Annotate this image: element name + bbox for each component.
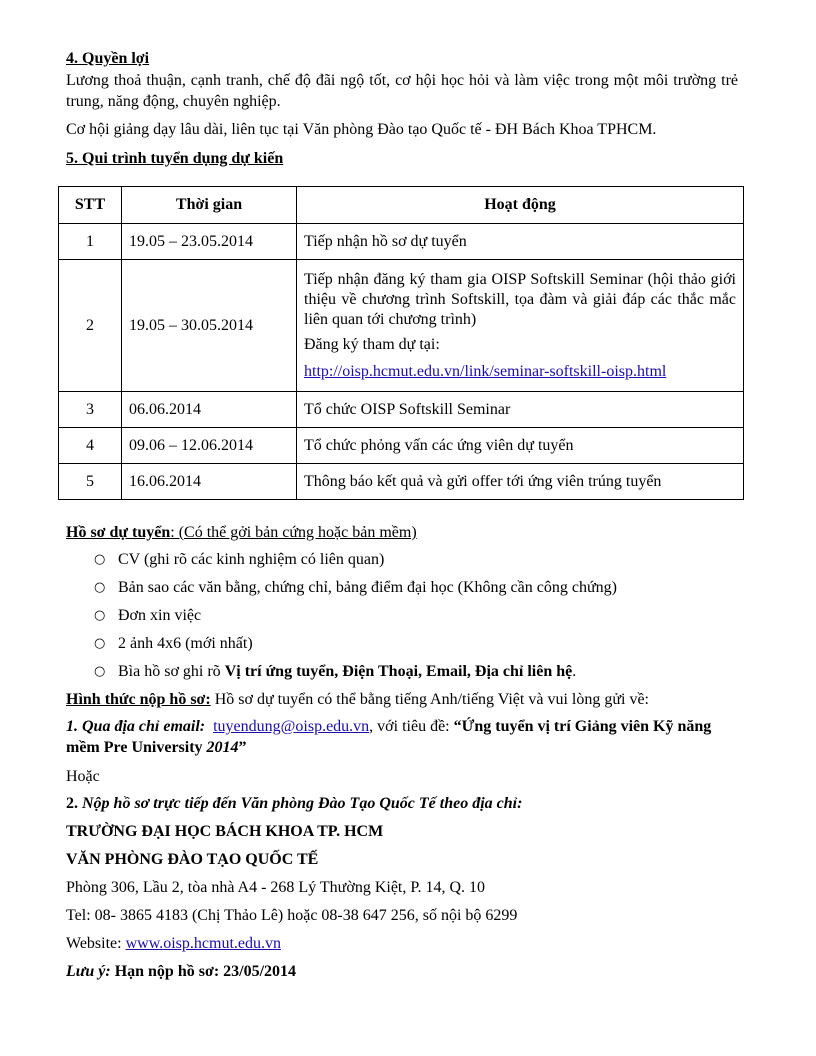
direct-instruction: 2. Nộp hồ sơ trực tiếp đến Văn phòng Đào Tạo Quốc Tế theo địa chỉ: xyxy=(66,795,523,812)
list-item: ○ 2 ảnh 4x6 (mới nhất) xyxy=(66,630,746,658)
table-row xyxy=(59,392,744,428)
direct-label: Nộp hồ sơ trực tiếp đến Văn phòng Đào Tạo Quốc Tế theo địa chỉ: xyxy=(78,795,523,812)
row-stt: 5 xyxy=(59,464,122,500)
row-time: 19.05 – 23.05.2014 xyxy=(122,224,297,260)
circle-bullet-icon: ○ xyxy=(94,608,106,623)
row-time: 16.06.2014 xyxy=(122,464,297,500)
deadline-note xyxy=(66,961,296,982)
row-activity: Tiếp nhận hồ sơ dự tuyển xyxy=(297,224,744,260)
address: Phòng 306, Lầu 2, tòa nhà A4 - 268 Lý Thường Kiệt, P. 14, Q. 10 xyxy=(66,879,486,896)
telephone: Tel: 08- 3865 4183 (Chị Thảo Lê) hoặc 08-38 647 256, số nội bộ 6299 xyxy=(66,907,518,924)
table-row xyxy=(59,224,744,260)
row-activity: Thông báo kết quả và gửi offer tới ứng viên trúng tuyển xyxy=(297,464,744,500)
dossier-note: : (Có thể gởi bản cứng hoặc bản mềm) xyxy=(170,524,417,541)
header-stt: STT xyxy=(59,187,122,224)
table-row xyxy=(59,260,744,392)
dossier-title: Hồ sơ dự tuyển xyxy=(66,524,171,541)
row-activity xyxy=(297,260,744,392)
list-item: ○ Bản sao các văn bằng, chứng chỉ, bảng điểm đại học (Không cần công chứng) xyxy=(66,574,746,602)
submit-text: Hồ sơ dự tuyển có thể bằng tiếng Anh/tiếng Việt và vui lòng gửi về: xyxy=(210,691,649,708)
or-text: Hoặc xyxy=(66,768,100,785)
note-label: Lưu ý: xyxy=(66,963,111,980)
circle-bullet-icon: ○ xyxy=(94,636,106,651)
section4-title: 4. Quyền lợi xyxy=(66,50,150,67)
table-row xyxy=(59,464,744,500)
table-header-row xyxy=(59,187,744,224)
row-time: 09.06 – 12.06.2014 xyxy=(122,428,297,464)
row-activity: Tổ chức phỏng vấn các ứng viên dự tuyển xyxy=(297,428,744,464)
header-activity: Hoạt động xyxy=(297,187,744,224)
section5-title: 5. Qui trình tuyển dụng dự kiến xyxy=(66,150,284,167)
email-label: 1. Qua địa chỉ email: xyxy=(66,718,206,735)
row-stt: 2 xyxy=(59,260,122,392)
row-stt: 4 xyxy=(59,428,122,464)
website-line: Website: www.oisp.hcmut.edu.vn xyxy=(66,935,281,952)
list-item: ○ Đơn xin việc xyxy=(66,602,746,630)
submit-title: Hình thức nộp hồ sơ: xyxy=(66,691,211,708)
schedule-table xyxy=(58,186,744,500)
section4-para2: Cơ hội giảng dạy lâu dài, liên tục tại Văn phòng Đào tạo Quốc tế - ĐH Bách Khoa TPHCM. xyxy=(66,121,657,138)
org-name: TRƯỜNG ĐẠI HỌC BÁCH KHOA TP. HCM xyxy=(66,823,384,840)
register-label: Đăng ký tham dự tại: xyxy=(304,335,440,353)
row-activity: Tổ chức OISP Softskill Seminar xyxy=(297,392,744,428)
row-stt: 1 xyxy=(59,224,122,260)
website-link[interactable]: www.oisp.hcmut.edu.vn xyxy=(125,935,281,952)
list-item: ○ CV (ghi rõ các kinh nghiệm có liên quan) xyxy=(66,546,746,574)
email-link[interactable]: tuyendung@oisp.edu.vn xyxy=(213,718,370,735)
table-row xyxy=(59,428,744,464)
row-stt: 3 xyxy=(59,392,122,428)
submit-heading xyxy=(66,689,649,710)
dossier-heading xyxy=(66,522,417,543)
section4-para1: Lương thoả thuận, cạnh tranh, chế độ đãi ngộ tốt, cơ hội học hỏi và làm việc trong một môi trường trẻ trung, năng động, chuyên nghiệp. xyxy=(66,72,738,110)
office-name: VĂN PHÒNG ĐÀO TẠO QUỐC TẾ xyxy=(66,851,319,868)
email-subject: “Ứng tuyển vị trí Giảng viên Kỹ năng mềm Pre University xyxy=(66,718,712,756)
row-time: 19.05 – 30.05.2014 xyxy=(122,260,297,392)
deadline-text: Hạn nộp hồ sơ: 23/05/2014 xyxy=(110,963,297,980)
dossier-list xyxy=(66,546,746,686)
seminar-description: Tiếp nhận đăng ký tham gia OISP Softskill Seminar (hội thảo giới thiệu về chương trình Softskill, tọa đàm và giải đáp các thắc mắc liên quan tới chương trình) xyxy=(304,270,736,328)
list-item: ○ Bìa hồ sơ ghi rõ Vị trí ứng tuyển, Điện Thoại, Email, Địa chỉ liên hệ. xyxy=(66,658,746,686)
circle-bullet-icon: ○ xyxy=(94,552,106,567)
seminar-link[interactable]: http://oisp.hcmut.edu.vn/link/seminar-softskill-oisp.html xyxy=(304,362,667,380)
row-time: 06.06.2014 xyxy=(122,392,297,428)
header-time: Thời gian xyxy=(122,187,297,224)
circle-bullet-icon: ○ xyxy=(94,580,106,595)
email-instruction: 1. Qua địa chỉ email: tuyendung@oisp.edu.vn, với tiêu đề: “Ứng tuyển vị trí Giảng viên Kỹ năng mềm Pre University 2014” xyxy=(66,718,712,756)
circle-bullet-icon: ○ xyxy=(94,664,106,679)
